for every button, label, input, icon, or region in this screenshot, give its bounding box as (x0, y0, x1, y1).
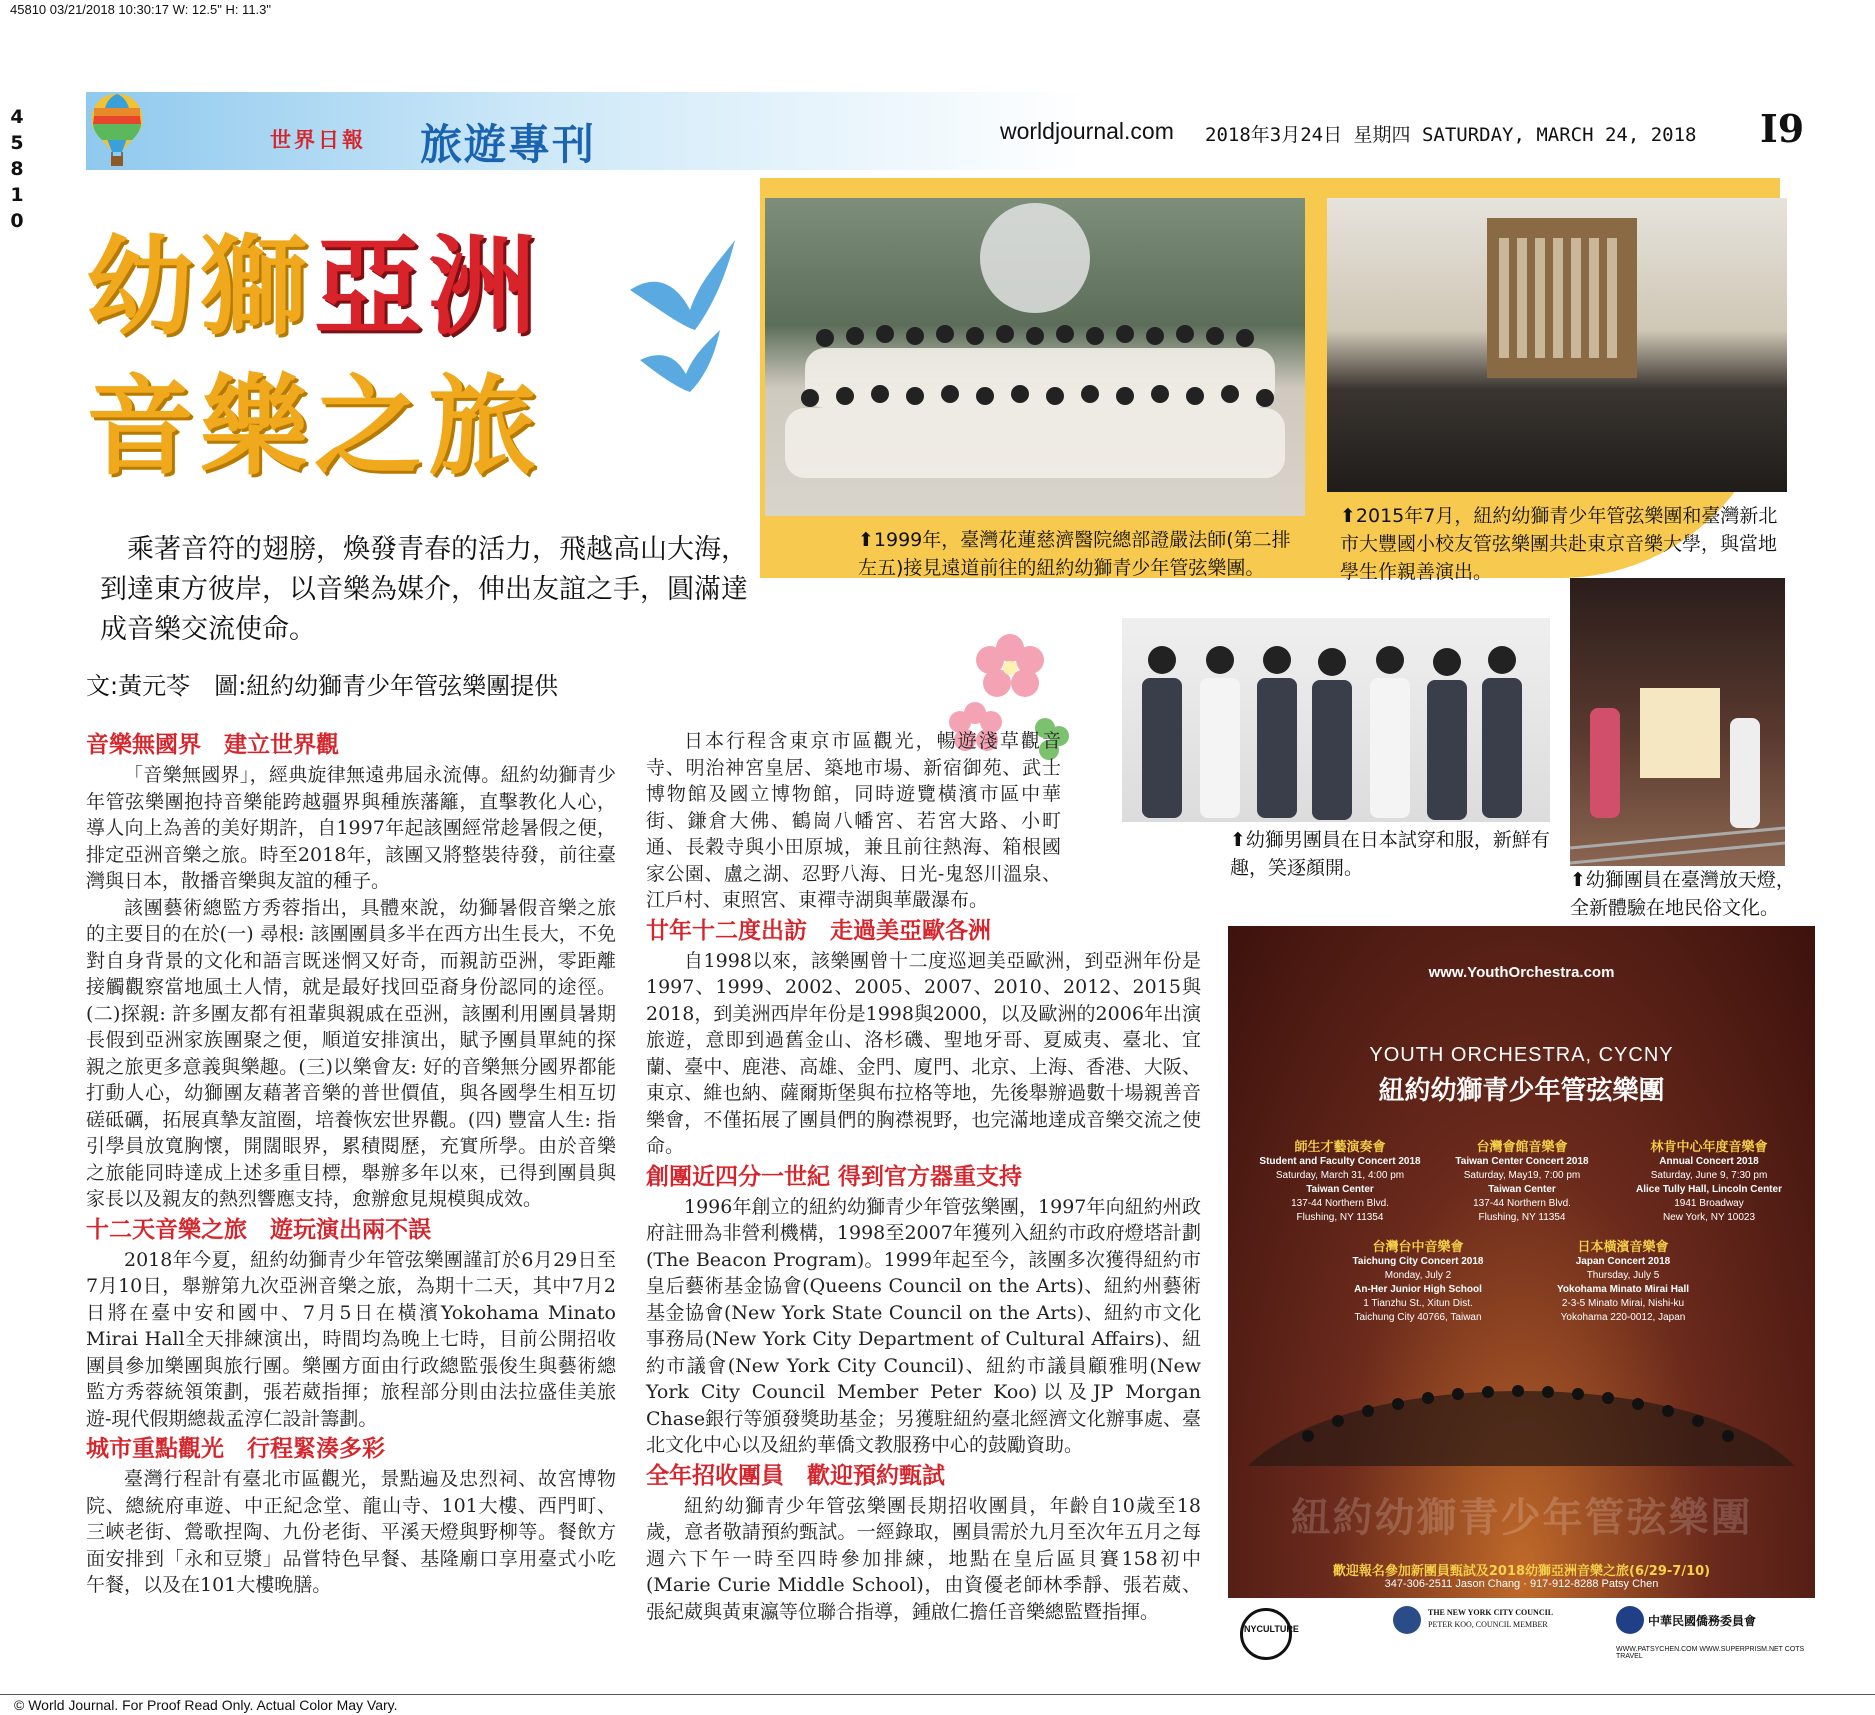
poster-concert (1528, 1236, 1718, 1325)
code-digit: 5 (10, 132, 24, 154)
nyculture-logo-icon (1240, 1608, 1292, 1660)
code-digit: 4 (10, 106, 24, 128)
paragraph: 日本行程含東京市區觀光，暢遊淺草觀音寺、明治神宮皇居、築地市場、新宿御苑、武士博物館及國立博物館，同時遊覽橫濱市區中華街、鎌倉大佛、鶴崗八幡宮、若宮大路、小町通、長穀寺與小田原城，兼且前往熱海、箱根國家公園、盧之湖、忍野八海、日光-鬼怒川溫泉、江戶村、東照宮、東禪寺湖與華嚴瀑布。 (646, 730, 1061, 911)
subhead: 十二天音樂之旅 遊玩演出兩不誤 (86, 1216, 431, 1243)
paragraph: 2018年今夏，紐約幼獅青少年管弦樂團謹訂於6月29日至7月10日，舉辦第九次亞洲音樂之旅，為期十二天，其中7月2日將在臺中安和國中、7月5日在橫濱Yokohama Minato Mirai Hall全天排練演出，時間均為晚上七時，目前公開招收團員參加樂團與旅行團。樂團方面由行政總監張俊生與藝術總監方秀蓉統領策劃，張若葳指揮；旅程部分則由法拉盛佳美旅遊-現代假期總裁孟淳仁設計籌劃。 (86, 1248, 616, 1430)
photo-sky-lantern (1570, 578, 1785, 866)
paragraph: 紐約幼獅青少年管弦樂團長期招收團員，年齡自10歲至18歲，意者敬請預約甄試。一經錄取，團員需於九月至次年五月之每週六下午一時至四時參加排練，地點在皇后區貝賽158初中(Marie Curie Middle School)，由資優老師林季靜、張若葳、張紀葳與黃東瀛等位聯合指導，鍾啟仁擔任音樂總監暨指揮。 (646, 1494, 1201, 1623)
poster-sponsor-strip (1228, 1598, 1815, 1691)
caption-photo-3: ⬆幼獅男團員在日本試穿和服，新鮮有趣，笑逐顏開。 (1230, 829, 1550, 879)
caption-photo-4: ⬆幼獅團員在臺灣放天燈，全新體驗在地民俗文化。 (1570, 869, 1795, 919)
headline-line2: 音樂之旅 (86, 365, 543, 490)
concert-date: Thursday, July 5 (1586, 1270, 1660, 1281)
proof-line: 45810 03/21/2018 10:30:17 W: 12.5" H: 11.3" (10, 2, 272, 17)
council-member-text: PETER KOO, COUNCIL MEMBER (1428, 1620, 1548, 1629)
concert-date: Saturday, May19, 7:00 pm (1463, 1170, 1581, 1181)
concert-name-zh: 台灣會館音樂會 (1476, 1140, 1568, 1155)
concert-venue: Taiwan Center (1488, 1184, 1556, 1195)
headline-line1 (86, 200, 542, 355)
concert-name-en: Taichung City Concert 2018 (1352, 1256, 1484, 1267)
nyculture-logo-text: NYCULTURE (1244, 1624, 1299, 1634)
poster-concert (1328, 1236, 1508, 1325)
concert-venue: Yokohama Minato Mirai Hall (1556, 1284, 1690, 1295)
newspaper-brand: 世界日報 (270, 128, 366, 152)
ocac-logo-text: 中華民國僑務委員會 (1648, 1614, 1757, 1628)
concert-address: 137-44 Northern Blvd. (1291, 1198, 1389, 1209)
website: worldjournal.com (1000, 118, 1174, 144)
concert-city: New York, NY 10023 (1662, 1212, 1756, 1223)
concert-name-zh: 師生才藝演奏會 (1294, 1140, 1386, 1155)
concert-name-zh: 林肯中心年度音樂會 (1650, 1140, 1768, 1155)
dateline: 2018年3月24日 星期四 SATURDAY, MARCH 24, 2018 (1205, 124, 1697, 146)
photo-1999-group (765, 198, 1305, 516)
subhead: 創團近四分一世紀 得到官方器重支持 (646, 1163, 1023, 1190)
poster-concert (1250, 1136, 1430, 1225)
code-digit: 8 (10, 158, 24, 180)
orchestra-stage-illustration (1248, 1346, 1795, 1466)
footer-rule (0, 1694, 1875, 1695)
page-number: I9 (1760, 106, 1805, 151)
paragraph: 該團藝術總監方秀蓉指出，具體來說，幼獅暑假音樂之旅的主要目的在於(一) 尋根: 該團團員多半在西方出生長大，不免對自身背景的文化和語言既迷惘又好奇，而親訪亞洲，零距離接觸觀察當地風土人情，就是最好找回亞裔身份認同的途徑。(二)探親: 許多團友都有祖輩與親戚在亞洲，該團利用團員暑期長假到亞洲家族團聚之便，順道安排演出，賦予團員單純的探親之旅更多意義與樂趣。(三)以樂會友: 好的音樂無分國界都能打動人心，幼獅團友藉著音樂的普世價值，與各國學生相互切磋砥礪，拓展真摯友誼圈，培養恢宏世界觀。(四) 豐富人生: 指引學員放寬胸懷，開闊眼界，累積閱歷，充實所學。由於音樂之旅能同時達成上述多重目標，舉辦多年以來，已得到團員與家長以及親友的熱烈響應支持，愈辦愈見規模與成效。 (86, 896, 616, 1210)
vertical-page-code (8, 104, 26, 234)
poster-concert (1432, 1136, 1612, 1225)
concert-date: Saturday, June 9, 7:30 pm (1650, 1170, 1768, 1181)
subhead: 廿年十二度出訪 走過美亞歐各洲 (646, 917, 991, 944)
concert-name-en: Japan Concert 2018 (1575, 1256, 1671, 1267)
hot-air-balloon-icon (88, 92, 146, 170)
headline-highlight: 亞洲 (314, 225, 543, 350)
subhead: 全年招收團員 歡迎預約甄試 (646, 1462, 945, 1489)
group-photo-figures (765, 198, 1305, 516)
concert-name-en: Taiwan Center Concert 2018 (1455, 1156, 1589, 1167)
concert-city: Flushing, NY 11354 (1296, 1212, 1384, 1223)
concert-venue: Alice Tully Hall, Lincoln Center (1636, 1184, 1782, 1195)
poster-concert (1614, 1136, 1804, 1225)
poster-watermark: 紐約幼獅青少年管弦樂團 (1290, 1495, 1753, 1541)
concert-name-zh: 台灣台中音樂會 (1372, 1240, 1464, 1255)
concert-venue: Taiwan Center (1306, 1184, 1374, 1195)
paragraph: 「音樂無國界」，經典旋律無遠弗屆永流傳。紐約幼獅青少年管弦樂團抱持音樂能跨越疆界與種族藩籬，直擊教化人心，導人向上為善的美好期許，自1997年起該團經常趁暑假之便，排定亞洲音樂之旅。時至2018年，該團又將整裝待發，前往臺灣與日本，散播音樂與友誼的種子。 (86, 764, 616, 892)
organ-hall-illustration (1327, 198, 1787, 492)
council-logo-text: THE NEW YORK CITY COUNCIL (1428, 1608, 1554, 1617)
headline-part: 幼獅 (86, 225, 315, 350)
subhead: 城市重點觀光 行程緊湊多彩 (86, 1436, 385, 1462)
lantern-scene (1570, 578, 1785, 866)
bird-icon (620, 230, 740, 410)
poster-contact: 347-306-2511 Jason Chang · 917-912-8288 Patsy Chen (1384, 1578, 1659, 1590)
concert-name-zh: 日本橫濱音樂會 (1577, 1240, 1669, 1255)
poster-title-zh: 紐約幼獅青少年管弦樂團 (1378, 1076, 1665, 1106)
paragraph: 自1998以來，該樂團曾十二度巡迴美亞歐洲，到亞洲年份是1997、1999、2002、2005、2007、2010、2012、2015與2018，到美洲西岸年份是1998與2000，以及歐洲的2006年出演旅遊，意即到過舊金山、洛杉磯、聖地牙哥、夏威夷、臺北、宜蘭、臺中、鹿港、高雄、金門、廈門、北京、上海、香港、大阪、東京、維也納、薩爾斯堡與布拉格等地，先後舉辦過數十場親善音樂會，不僅拓展了團員們的胸襟視野，也完滿地達成音樂交流之使命。 (646, 949, 1201, 1157)
section-title: 旅遊專刊 (420, 120, 597, 169)
paragraph: 臺灣行程計有臺北市區觀光，景點遍及忠烈祠、故宮博物院、總統府車遊、中正紀念堂、龍山寺、101大樓、西門町、三峽老街、鶯歌捏陶、九份老街、平溪天燈與野柳等。餐飲方面安排到「永和豆漿」品嘗特色早餐、基隆廟口享用臺式小吃午餐，以及在101大樓晚膳。 (86, 1468, 616, 1596)
poster-title-en: YOUTH ORCHESTRA, CYCNY (1369, 1044, 1674, 1066)
lede-paragraph: 乘著音符的翅膀，煥發青春的活力，飛越高山大海，到達東方彼岸，以音樂為媒介，伸出友誼之手，圓滿達成音樂交流使命。 (100, 534, 748, 645)
council-seal-icon (1393, 1606, 1421, 1634)
concert-address: 137-44 Northern Blvd. (1473, 1198, 1571, 1209)
concert-date: Saturday, March 31, 4:00 pm (1275, 1170, 1405, 1181)
byline: 文:黃元苓 圖:紐約幼獅青少年管弦樂團提供 (86, 672, 559, 700)
article-column-2 (646, 728, 1201, 1625)
caption-photo-2: ⬆2015年7月，紐約幼獅青少年管弦樂團和臺灣新北市大豐國小校友管弦樂團共赴東京音樂大學，與當地學生作親善演出。 (1340, 505, 1778, 583)
poster-invite: 歡迎報名參加新團員甄試及2018幼獅亞洲音樂之旅(6/29-7/10) (1332, 1564, 1711, 1579)
concert-city: Yokohama 220-0012, Japan (1560, 1312, 1686, 1323)
concert-address: 1 Tianzhu St., Xitun Dist. (1363, 1298, 1473, 1309)
code-digit: 0 (10, 210, 24, 232)
subhead: 音樂無國界 建立世界觀 (86, 732, 339, 758)
concert-address: 1941 Broadway (1674, 1198, 1744, 1209)
footer-note: © World Journal. For Proof Read Only. Actual Color May Vary. (14, 1697, 398, 1713)
article-column-1 (86, 728, 616, 1599)
photo-2015-tokyo (1327, 198, 1787, 492)
concert-address: 2-3-5 Minato Mirai, Nishi-ku (1561, 1298, 1685, 1309)
concert-venue: An-Her Junior High School (1354, 1284, 1482, 1295)
poster-links: WWW.PATSYCHEN.COM WWW.SUPERPRISM.NET COTS TRAVEL (1616, 1646, 1805, 1660)
ocac-seal-icon (1616, 1606, 1644, 1634)
concert-city: Flushing, NY 11354 (1478, 1212, 1566, 1223)
poster-url: www.YouthOrchestra.com (1428, 964, 1615, 981)
concert-poster (1228, 926, 1815, 1691)
concert-city: Taichung City 40766, Taiwan (1354, 1312, 1482, 1323)
code-digit: 1 (10, 184, 24, 206)
concert-name-en: Annual Concert 2018 (1659, 1156, 1759, 1167)
concert-date: Monday, July 2 (1384, 1270, 1452, 1281)
caption-photo-1: ⬆1999年，臺灣花蓮慈濟醫院總部證嚴法師(第二排左五)接見遠道前往的紐約幼獅青少年管弦樂團。 (858, 529, 1291, 579)
concert-name-en: Student and Faculty Concert 2018 (1259, 1156, 1421, 1167)
paragraph: 1996年創立的紐約幼獅青少年管弦樂團，1997年向紐約州政府註冊為非營利機構，1998至2007年獲列入紐約市政府燈塔計劃(The Beacon Program)。1999年起至今，該團多次獲得紐約市皇后藝術基金協會(Queens Council on the Arts)、紐約州藝術基金協會(New York State Council on the Arts)、紐約市文化事務局(New York City Department of Cultural Affairs)、紐約市議會(New York City Council)、紐約市議員顧雅明(New York City Council Member Peter Koo)以及JP Morgan Chase銀行等頒發獎助基金；另獲駐紐約臺北經濟文化辦事處、臺北文化中心以及紐約華僑文教服務中心的鼓勵資助。 (646, 1195, 1201, 1456)
